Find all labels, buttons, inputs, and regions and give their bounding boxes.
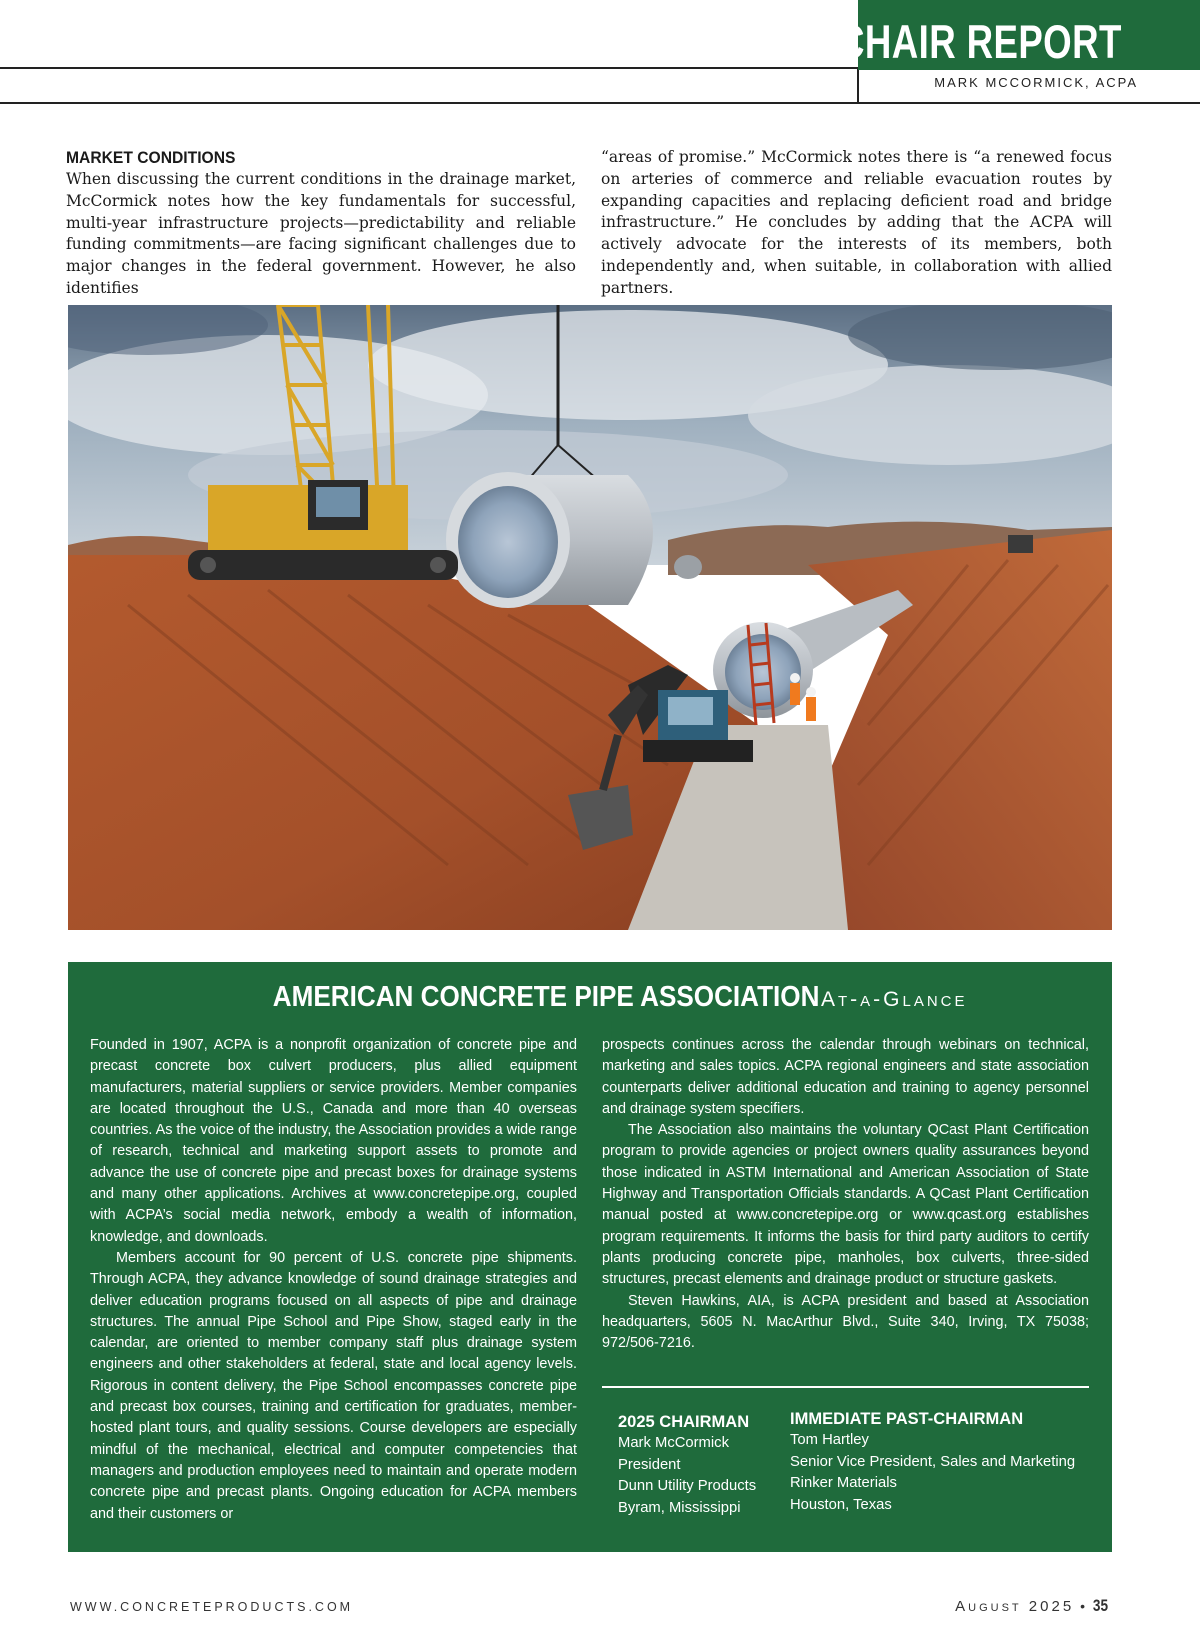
glance-paragraph: Members account for 90 percent of U.S. concrete pipe shipments. Through ACPA, they advance knowledge of sound drainage strategies and deliver education programs focused on all aspects of pipe and drainage structures. The annual Pipe School and Pipe Show, staged early in the calendar, are oriented to member company staff plus drainage system engineers and other stakeholders at federal, state and local agency levels. Rigorous in content delivery, the Pipe School encompasses concrete pipe and precast box courses, training and certification for graduates, member-hosted plant tours, and quality sessions. Course developers are especially mindful of the mechanical, electrical and computer competencies that managers and production employees need to maintain and operate modern concrete pipe and precast plants. Ongoing education for ACPA members and their customers or [90,1249,577,1522]
at-a-glance-right-column [602,1035,1089,1354]
page-number: 35 [1092,1596,1109,1615]
footer-website: WWW.CONCRETEPRODUCTS.COM [70,1600,354,1614]
header-rule-top [0,67,858,69]
at-a-glance-title-sub: At-a-Glance [821,988,968,1011]
byline: MARK MCCORMICK, ACPA [934,75,1138,90]
section-title: CHAIR REPORT [838,15,1122,68]
glance-paragraph: The Association also maintains the voluntary QCast Plant Certification program to provide agencies or project owners quality assurances beyond those indicated in ASTM International and American Association of State Highway and Transportation Officials standards. A QCast Plant Certification manual posted at www.concretepipe.org or www.qcast.org establishes program requirements. It informs the basis for third party auditors to certify plants producing concrete pipe, manholes, box culverts, three-sided structures, precast elements and drainage product or structure gaskets. [602,1122,1089,1288]
section-heading: MARKET CONDITIONS [66,148,236,167]
at-a-glance-title [68,981,1112,1014]
chairman-heading: 2025 CHAIRMAN [618,1413,750,1431]
glance-paragraph: Steven Hawkins, AIA, is ACPA president and based at Association headquarters, 5605 N. MacArthur Blvd., Suite 340, Irving, TX 75038; 972/506-7216. [602,1292,1089,1352]
at-a-glance-box [68,962,1112,1552]
intro-left-column [66,147,576,300]
chairman-block [618,1411,788,1519]
header-rule-bottom [0,102,1200,104]
at-a-glance-title-main: AMERICAN CONCRETE PIPE ASSOCIATION [273,981,820,1013]
glance-paragraph: Founded in 1907, ACPA is a nonprofit organization of concrete pipe and precast concrete box culvert producers, plus allied equipment manufacturers, material suppliers or service providers. Member companies are located throughout the U.S., Canada and more than 40 overseas countries. As the voice of the industry, the Association provides a wide range of research, technical and marketing support assets to promote and advance the use of concrete pipe and precast boxes for drainage systems and many other applications. Archives at www.concretepipe.org, coupled with ACPA’s social media network, embody a wealth of information, knowledge, and downloads. [90,1037,577,1245]
chairman-location: Byram, Mississippi [618,1499,741,1516]
past-chairman-company: Rinker Materials [790,1475,897,1491]
intro-paragraph-left: When discussing the current conditions in the drainage market, McCormick notes how the key fundamentals for successful, multi-year infrastructure projects—predictability and reliable funding commitments—are facing significant challenges due to major changes in the federal government. However, he also identifies [66,170,576,297]
glance-paragraph: prospects continues across the calendar through webinars on technical, marketing and sales topics. ACPA regional engineers and state association counterparts deliver additional education and training to agency personnel and drainage system specifiers. [602,1037,1089,1117]
past-chairman-location: Houston, Texas [790,1496,892,1513]
chairman-name: Mark McCormick [618,1435,729,1451]
chairman-company: Dunn Utility Products [618,1478,757,1494]
section-banner [838,0,1200,70]
chairman-title: President [618,1456,681,1473]
past-chairman-title: Senior Vice President, Sales and Marketing [790,1453,1076,1470]
past-chairman-block [790,1408,1100,1516]
past-chairman-heading: IMMEDIATE PAST-CHAIRMAN [790,1410,1024,1428]
footer-issue: August 2025 [955,1598,1075,1615]
footer-bullet: • [1080,1598,1086,1614]
header-rule-divider [857,67,859,104]
intro-right-column [601,147,1112,300]
officers-divider [602,1386,1089,1388]
intro-paragraph-right: “areas of promise.” McCormick notes there is “a renewed focus on arteries of commerce and reliable evacuation routes by expanding capacities and replacing deficient road and bridge infrastructure.” He concludes by adding that the ACPA will actively advocate for the interests of its members, both independently and, when suitable, in collaboration with allied partners. [601,148,1112,297]
past-chairman-name: Tom Hartley [790,1432,869,1448]
at-a-glance-left-column [90,1035,577,1525]
construction-photo [68,305,1112,930]
footer-issue-page [955,1596,1110,1616]
